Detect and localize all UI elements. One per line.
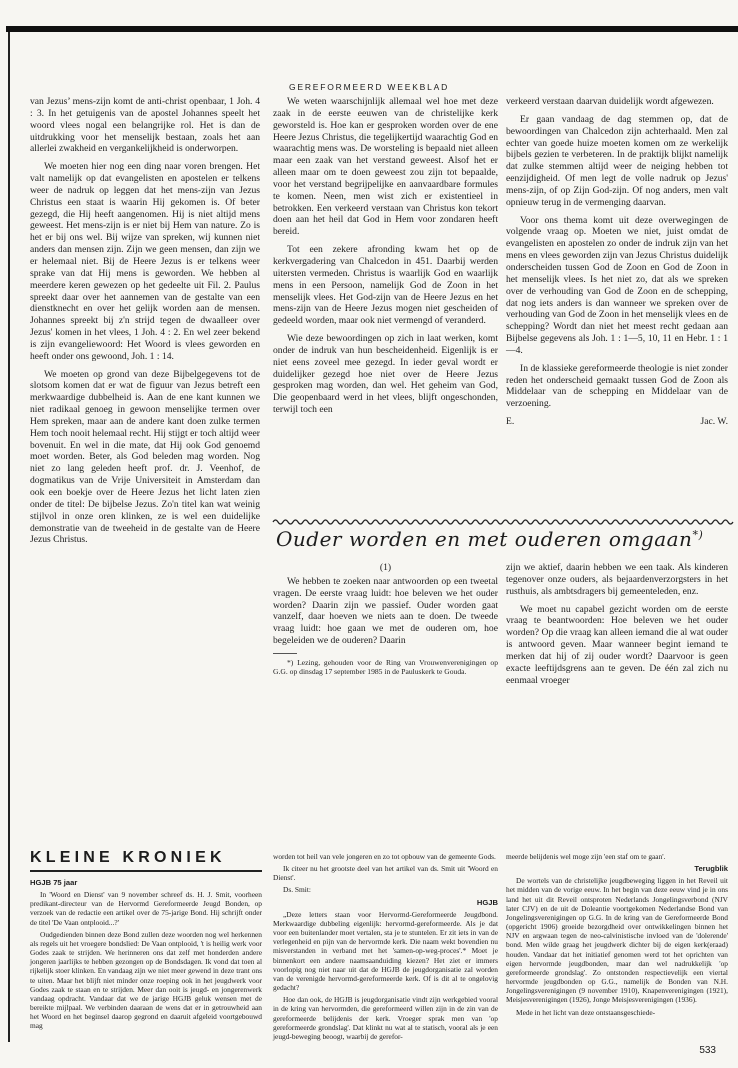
page-number: 533 (699, 1045, 716, 1056)
article2-column-right (506, 562, 728, 844)
kroniek-column-2 (273, 852, 498, 1042)
paragraph: „Deze letters staan voor Hervormd-Gereformeerde Jeugdbond. Merkwaardige dubbeling eigenlijk: hervormd-gereformeerde. Als je dat voor een buitenlander moet vertalen, sta je te stuntelen. Er zit iets in van de verlegenheid en pijn van de hervormde kerk. Die naam wekt bovendien nu misverstanden in verband met het 'samen-op-weg-proces'.* Moet je binnenkort een andere naamsaanduiding kiezen? Het ziet er immers voorlopig nog niet naar uit dat de HGJB de jeugdorganisatie zal worden van de verenigde hervormd-gereformeerde kerk. Of is dit al te ongelovig gedacht? (273, 909, 498, 993)
paragraph: Er gaan vandaag de dag stemmen op, dat de bewoordingen van Chalcedon zijn achterhaald. Men zal echter van goede huize moeten komen om ze werkelijk bijbels gezien te verbeteren. In de praktijk blijkt namelijk dat zulke stemmen altijd weer de neiging hebben tot eenzijdigheid. Of men legt de volle nadruk op Jezus' mens-zijn, of op Zijn God-zijn. Of nog anders, men valt opnieuw terug in de vermenging daarvan. (506, 113, 728, 208)
paragraph: We moet nu capabel gezicht worden om de eerste vraag te beantwoorden: Hoe beleven we het ouder worden? Op die vraag kan alleen iemand die al wat ouder is antwoord geven. Maar wanneer begint iemand te merken dat hij of zij ouder wordt? Daarvoor is geen exacte leeftijdsgrens aan te geven. De één zal zich nu eenmaal vroeger (506, 603, 728, 686)
top-rule (6, 26, 738, 32)
paragraph: worden tot heil van vele jongeren en zo tot opbouw van de gemeente Gods. (273, 852, 496, 861)
paragraph: Wie deze bewoordingen op zich in laat werken, komt onder de indruk van hun bescheidenheid. Eigenlijk is er niet eens zoveel mee gezegd. In ieder geval wordt er duidelijker gezegd hoe niet over de Heere Jezus gesproken mag worden, dan wel. Het geheim van God, Die geopenbaard werd in het vlees, blijft ongeschonden, terwijl toch een (273, 333, 498, 416)
paragraph: Mede in het licht van deze ontstaansgeschiede- (516, 1007, 656, 1017)
left-rule (8, 32, 10, 1042)
paragraph: meerde belijdenis wel moge zijn 'een staf om te gaan'. (506, 852, 666, 861)
signature-line: Ds. Smit: (283, 885, 311, 895)
paragraph: van Jezus’ mens-zijn komt de anti-christ openbaar, 1 Joh. 4 : 3. In het getuigenis van de apostel Johannes speelt het woord vlees nogal een belangrijke rol. Het is dan de uitdrukking voor het menselijk bestaan, zoals het aan allerlei zwakheid en vergankelijkheid is onderworpen. (30, 96, 260, 155)
article2-column-left (273, 562, 498, 842)
article1-column-1 (30, 96, 260, 546)
section-heading: HGJB (476, 897, 498, 907)
paragraph: verkeerd verstaan daarvan duidelijk wordt afgewezen. (506, 96, 714, 107)
signature (506, 416, 728, 428)
section-heading: HGJB 75 jaar (30, 878, 78, 887)
kroniek-column-1 (30, 876, 262, 1042)
kroniek-title-rule (30, 870, 262, 872)
paragraph: We hebben te zoeken naar antwoorden op een tweetal vragen. De eerste vraag luidt: hoe beleven we het ouder worden? Daarin zijn we passief. Ouder worden gaat vanzelf, daar hoeven we niets aan te doen. De tweede vraag luidt: hoe gaan we met de ouderen om, hoe begeleiden we de ouderen? Daarin (273, 575, 498, 647)
paragraph: Ik citeer nu het grootste deel van het artikel van ds. Smit uit 'Woord en Dienst'. (273, 864, 498, 883)
footnote-marker: *) (692, 528, 704, 542)
running-header: GEREFORMEERD WEEKBLAD (288, 82, 450, 92)
section-heading: Terugblik (694, 864, 728, 874)
paragraph: We moeten hier nog een ding naar voren brengen. Het valt namelijk op dat evangelisten en apostelen er telkens weer de nadruk op leggen dat het mens-zijn van Jezus Christus een staat is waarin Hij gekomen is. Of beter gezegd, die Hij heeft aangenomen. Hij is niet altijd mens geweest. Het mens-zijn is er niet bij Hem van nature. Zo is het er bij ons wel. Bij wijze van spreken, wij kunnen niet anders dan mensen zijn. Zijn we geen mensen, dan zijn we er helemaal niet. Bij de Heere Jezus is er telkens weer sprake van dat Hij mens is geworden. We hebben al meerdere keren gewezen op het gedeelte uit Fil. 2. Paulus spreekt daar over het aannemen van de gestalte van een dienstknecht en over het gelijk worden aan de mensen. Johannes spreekt bij z'n strijd tegen de dwaalleer over Jezus' komen in het vlees, 1 Joh. 4 : 2. En wel zeer bekend is zijn evangeliewoord: Het Woord is vlees geworden en heeft onder ons gewoond, Joh. 1 : 14. (30, 161, 260, 362)
paragraph: Tot een zekere afronding kwam het op de kerkvergadering van Chalcedon in 451. Daarbij werden uitersten vermeden. Christus is waarlijk God en waarlijk mens in een Persoon, namelijk God de Zoon in het menselijk vlees. Het God-zijn van de Heere Jezus en het mens-zijn van de Heere Jezus mogen niet gescheiden of gedeeld worden, maar ook niet vermengd of veranderd. (273, 244, 498, 327)
paragraph: Hoe dan ook, de HGJB is jeugdorganisatie vindt zijn werkgebied vooral in de kring van hervormden, die gereformeerd willen zijn in de zin van de gereformeerde belijdenis der kerk. Vroeger sprak men van 'op gereformeerde grondslag'. Dat klinkt nu wat al te statisch, vooral als je een jeugd-beweging beoogt, waarbij de gerefor- (273, 995, 498, 1041)
paragraph: We weten waarschijnlijk allemaal wel hoe met deze zaak in de eerste eeuwen van de christelijke kerk geworsteld is. Hoe kan er gesproken worden over de ene Heere Jezus Christus, die tegelijkertijd waarachtig God en waarachtig mens was. De worsteling is bepaald niet alleen maar een zaak van het verstand geweest. Alsof het er alleen maar om te doen geweest zou zijn tot bepaalde, voor het verstand begrijpelijke en aanvaardbare formules te komen. Neen, men wist zich er existentieel in betrokken. Een verkeerd verstaan van Christus kon tekort doen aan het heil dat God in Hem voor zondaren heeft bereid. (273, 96, 498, 238)
article2-title (276, 527, 728, 551)
section-number: (1) (379, 562, 392, 573)
paragraph: We moeten op grond van deze Bijbelgegevens tot de slotsom komen dat er wat de figuur van Jezus betreft een merkwaardige dubbelheid is. Aan de ene kant kunnen we niet radikaal genoeg in gewoon menselijke termen over Hem spreken, maar aan de andere kant doen zulke termen Hem toch nooit helemaal recht. Hij stijgt er toch altijd weer bovenuit. En wel in die mate, dat Hij ook God genoemd moet worden. Beter, als God beleden mag worden. Nog niet zo lang geleden heeft prof. dr. J. Veenhof, de dogmatikus van de Vrije Universiteit in Amsterdam dan ook een boekje over de Heere Jezus het licht laten zien onder de titel: De bijbelse Jezus. Zo'n titel kan wat weinig stijlvol in onze oren klinken, ze is wel een duidelijke demonstratie van de tweeheid in de gestalte van de Heere Jezus Christus. (30, 368, 260, 546)
signature-left: E. (506, 416, 515, 428)
paragraph: De wortels van de christelijke jeugdbeweging liggen in het Reveil uit het midden van de vorige eeuw. In het begin van deze eeuw vind je in ons land het uit dit Reveil ontsproten Nederlands Jongelingsverbond (NJV later CJV) en de uit de Doleantie voortgekomen Nederlandse Bond van Jongelingsverenigingen op G.G. In de kring van de Gereformeerde Bond (opgericht 1906) groeide bezorgdheid over ontwikkelingen binnen het NJV en argwaan tegen de neo-calvinistische invloed van de 'dolerende' bond. Men wilde graag het jeugdwerk dichter bij de eigen kerk(eraad) houden. Vandaar dat het initiatief genomen werd tot het oprichten van eigen hervormde jeugdbonden, maar dan wel nadrukkelijk 'op gereformeerde grondslag'. Zo ontstonden respectievelijk een viertal hervormde jeugdbonden op G.G., namelijk de Bonden van N.H. Jongelingsverenigingen (9 november 1910), Knapenverenigingen (1921), Meisjesverenigingen (1926), Jonge Meisjesverenigingen (1936). (506, 876, 728, 1005)
paragraph: zijn we aktief, daarin hebben we een taak. Als kinderen tegenover onze ouders, als bejaardenverzorgsters in het rusthuis, als ambtsdragers bij gemeenteleden, enz. (506, 562, 728, 597)
wavy-divider (273, 518, 731, 526)
article1-column-2 (273, 96, 498, 514)
kroniek-title: KLEINE KRONIEK (30, 849, 226, 866)
article1-column-3 (506, 96, 728, 514)
paragraph: Voor ons thema komt uit deze overwegingen de volgende vraag op. Moeten we niet, juist omdat de evangelisten en apostelen zo onder de indruk zijn van het mens en vlees geworden zijn van Jezus Christus duidelijk onderscheiden tussen God de Zoon en God de Zoon in het menselijk vlees. Is het niet zo, dat als we spreken over de verhouding van God de Zoon en de schepping, dat nog iets anders is dan wanneer we spreken over de verhouding van God de Zoon in het menselijk vlees en de schepping? Wordt dan niet het meest recht gedaan aan Bijbelse gegevens als Joh. 1 : 1—5, 10, 11 en Hebr. 1 : 1—4. (506, 214, 728, 356)
kroniek-column-3 (506, 852, 728, 1042)
paragraph: In 'Woord en Dienst' van 9 november schreef ds. H. J. Smit, voorheen predikant-directeur van de Hervormd Gereformeerde Jeugd Bonden, op verzoek van de redactie een artikel over de 75-jarige Bond. Hij schrijft onder de titel 'De Vaan ontplooid...?' (30, 890, 262, 927)
signature-right: Jac. W. (700, 416, 728, 428)
footnote: *) Lezing, gehouden voor de Ring van Vrouwenverenigingen op G.G. op dinsdag 17 september 1985 in de Pauluskerk te Gouda. (273, 657, 498, 677)
paragraph: Oudgedienden binnen deze Bond zullen deze woorden nog wel herkennen als regels uit het vroegere bondslied: De Vaan ontplooid, 't is heilig werk voor Godes zaak te strijden. We herinneren ons dat zelf met honderden andere jongeren jaarlijks te hebben gezongen op de Bondsdagen. Ik vond dat toen al rijkelijk stoer klinken. En vandaag zijn we niet meer gewend in deze trant ons te uiten. Maar het blijft niet minder onze roeping ook in het jeugdwerk voor Godes zaak te staan en te strijden. Meer dan ooit is jeugd- en jongerenwerk vandaag opdracht. Vandaar dat we de jarige HGJB geluk wensen met de bereikte mijlpaal. We verbinden daaraan de wens dat er in getrouwheid aan het Woord en het beginsel daarop gegrond en daaruit afgeleid voortgebouwd mag (30, 929, 262, 1031)
paragraph: In de klassieke gereformeerde theologie is niet zonder reden het onderscheid gemaakt tussen God de Zoon als Middelaar van de schepping en Middelaar van de verzoening. (506, 362, 728, 410)
footnote-rule (273, 653, 297, 654)
article2-title-text: Ouder worden en met ouderen omgaan (276, 527, 693, 551)
